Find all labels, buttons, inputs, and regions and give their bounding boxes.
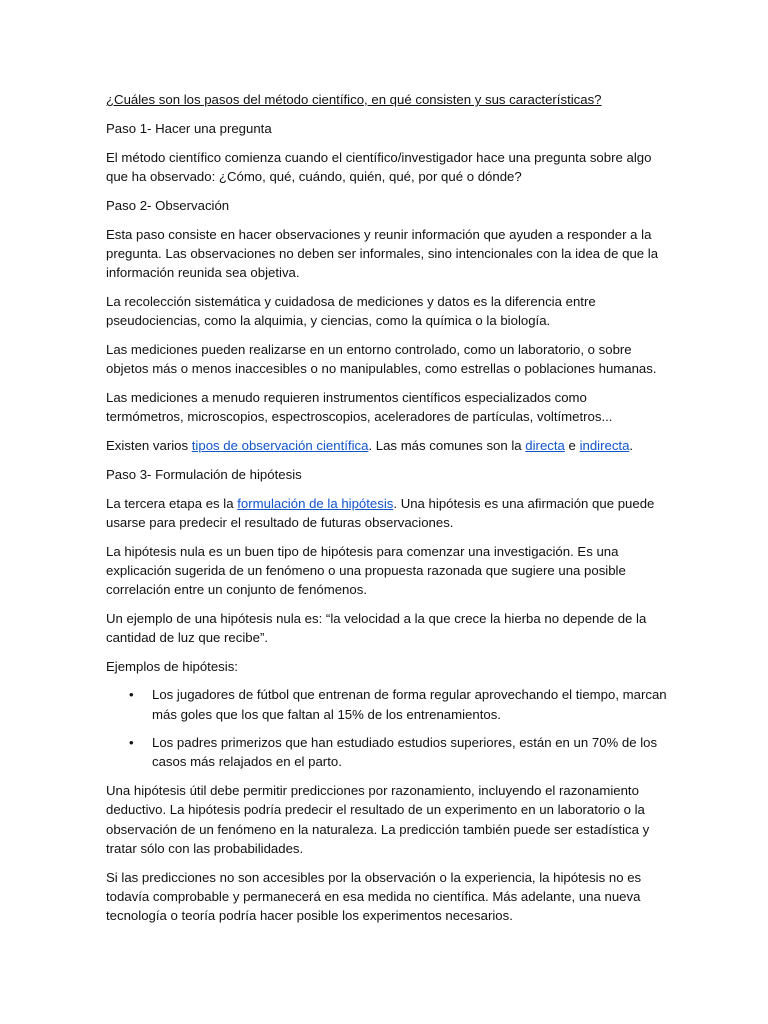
- document-title: ¿Cuáles son los pasos del método científico, en qué consisten y sus características?: [106, 92, 602, 107]
- examples-list: [106, 685, 668, 771]
- text-segment: Existen varios: [106, 437, 192, 453]
- list-item: [106, 685, 668, 723]
- link-tipos-observacion[interactable]: tipos de observación científica: [191, 437, 369, 453]
- text-segment: e: [564, 437, 580, 453]
- text-segment: . Las más comunes son la: [368, 437, 526, 453]
- link-indirecta[interactable]: indirecta: [579, 437, 630, 453]
- text-segment: . Una hipótesis es una afirmación que puede usarse para predecir el resultado de futuras observaciones.: [106, 495, 655, 530]
- list-item-text: Los jugadores de fútbol que entrenan de forma regular aprovechando el tiempo, marcan más goles que los que faltan al 15% de los entrenamientos.: [152, 687, 667, 722]
- examples-label: Ejemplos de hipótesis:: [106, 658, 238, 674]
- list-item: [106, 733, 668, 771]
- paragraph-paso-2-5: [106, 436, 668, 455]
- paragraph-paso-3-3: Un ejemplo de una hipótesis nula es: “la velocidad a la que crece la hierba no depende de la cantidad de luz que recibe”.: [106, 610, 647, 645]
- paragraph-paso-2-3: Las mediciones pueden realizarse en un entorno controlado, como un laboratorio, o sobre objetos más o menos inaccesibles o no manipulables, como estrellas o poblaciones humanas.: [106, 342, 657, 377]
- text-segment: .: [629, 437, 634, 453]
- paragraph-paso-3-2: La hipótesis nula es un buen tipo de hipótesis para comenzar una investigación. Es una explicación sugerida de un fenómeno o una propuesta razonada que sugiere una posible correlación entre un conjunto de fenómenos.: [106, 543, 626, 598]
- paragraph-paso-2-2: La recolección sistemática y cuidadosa de mediciones y datos es la diferencia entre pseudociencias, como la alquimia, y ciencias, como la química o la biología.: [106, 294, 596, 329]
- paragraph-paso-3-5: Si las predicciones no son accesibles por la observación o la experiencia, la hipótesis no es todavía comprobable y permanecerá en esa medida no científica. Más adelante, una nueva tecnología o teoría podría hacer posible los experimentos necesarios.: [106, 869, 642, 923]
- paragraph-paso-2-1: Esta paso consiste en hacer observaciones y reunir información que ayuden a responder a la pregunta. Las observaciones no deben ser informales, sino intencionales con la idea de que la información reunida sea objetiva.: [106, 227, 659, 281]
- paragraph-paso-3-1: [106, 494, 668, 532]
- heading-paso-3: Paso 3- Formulación de hipótesis: [106, 466, 302, 482]
- bullet-icon: •: [129, 735, 134, 751]
- heading-paso-2: Paso 2- Observación: [106, 197, 230, 213]
- paragraph-paso-1: El método científico comienza cuando el científico/investigador hace una pregunta sobre algo que ha observado: ¿Cómo, qué, cuándo, quién, qué, por qué o dónde?: [106, 149, 652, 185]
- paragraph-paso-2-4: Las mediciones a menudo requieren instrumentos científicos especializados como termómetros, microscopios, espectroscopios, aceleradores de partículas, voltímetros...: [106, 389, 613, 425]
- link-directa[interactable]: directa: [525, 437, 565, 453]
- list-item-text: Los padres primerizos que han estudiado estudios superiores, están en un 70% de los casos más relajados en el parto.: [152, 735, 658, 770]
- link-formulacion-hipotesis[interactable]: formulación de la hipótesis: [237, 495, 394, 511]
- heading-paso-1: Paso 1- Hacer una pregunta: [106, 120, 272, 136]
- paragraph-paso-3-4: Una hipótesis útil debe permitir predicciones por razonamiento, incluyendo el razonamiento deductivo. La hipótesis podría predecir el resultado de un experimento en un laboratorio o la observación de un fenómeno en la naturaleza. La predicción también puede ser estadística y tratar sólo con las probabilidades.: [106, 783, 650, 856]
- bullet-icon: •: [129, 687, 134, 703]
- text-segment: La tercera etapa es la: [106, 495, 238, 511]
